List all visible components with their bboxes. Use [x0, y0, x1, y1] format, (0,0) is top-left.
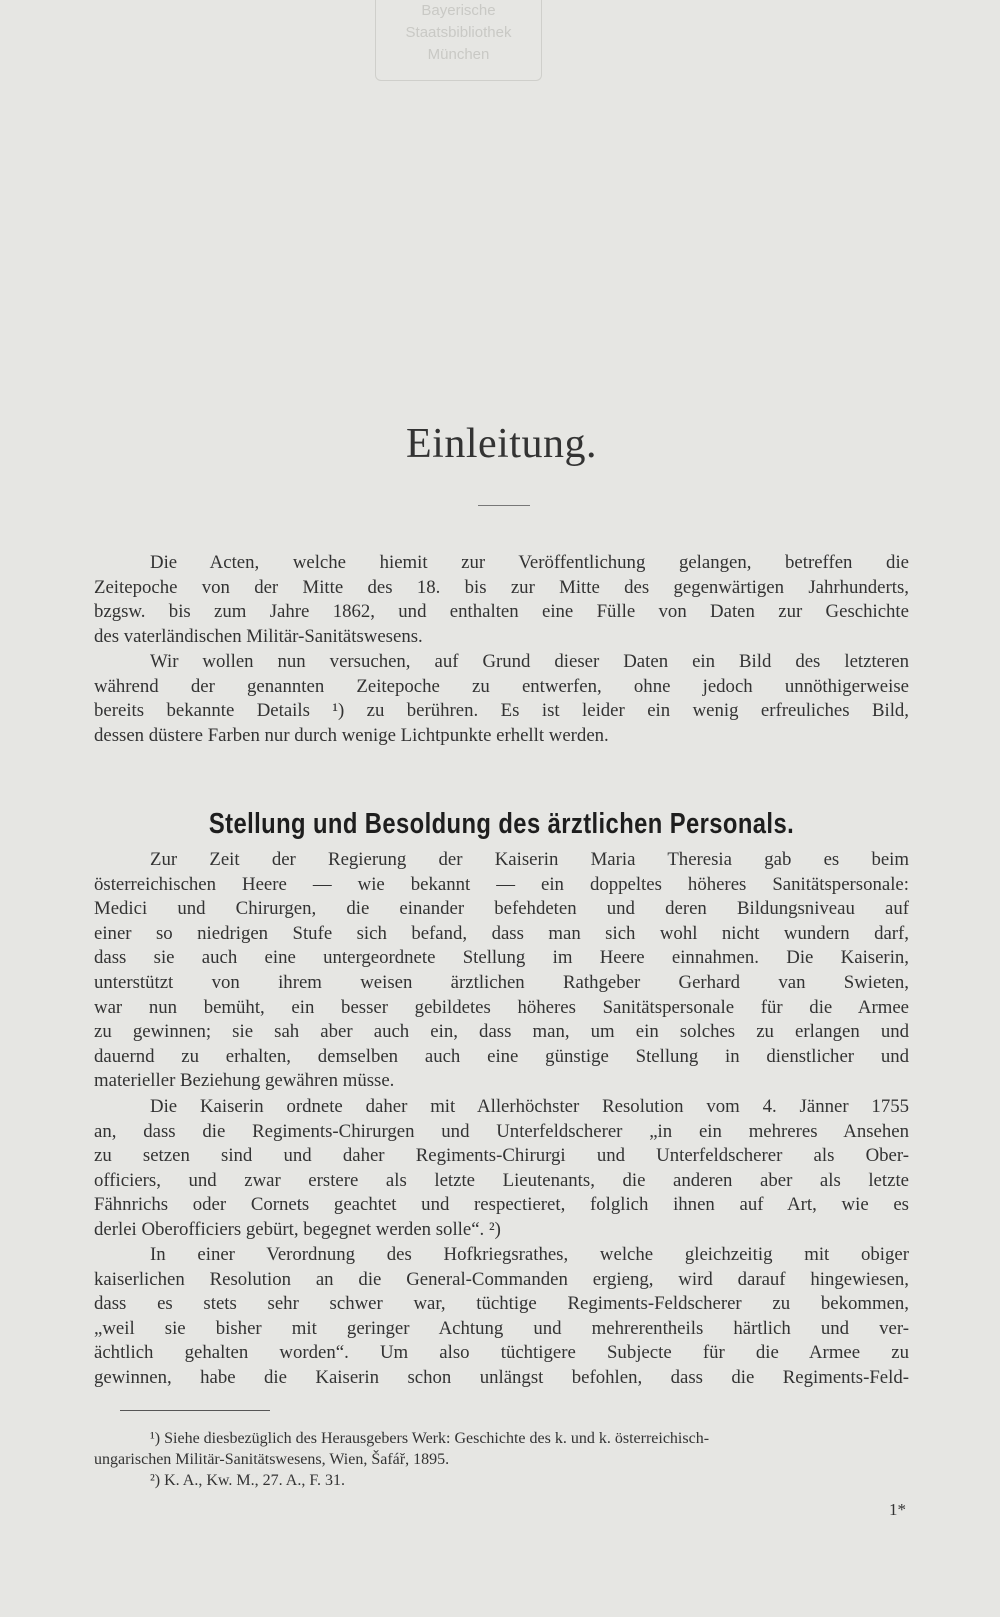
- footnote-divider: [120, 1410, 270, 1411]
- body-paragraph-2: [94, 1095, 909, 1243]
- footnotes: [94, 1428, 909, 1491]
- intro-paragraph-1: [94, 551, 909, 649]
- text-line: derlei Oberofficiers gebürt, begegnet werden solle“. ²): [94, 1218, 501, 1240]
- text-line: Zeitepoche von der Mitte des 18. bis zur Mitte des gegenwärtigen Jahrhunderts,: [94, 576, 909, 598]
- footnote-2: ²) K. A., Kw. M., 27. A., F. 31.: [150, 1472, 345, 1489]
- text-line: zu gewinnen; sie sah aber auch ein, dass man, um ein solches zu erlangen und: [94, 1021, 909, 1043]
- text-line: officiers, und zwar erstere als letzte Lieutenants, die anderen aber als letzte: [94, 1169, 909, 1191]
- stamp-line: Staatsbibliothek: [405, 24, 512, 41]
- text-line: Medici und Chirurgen, die einander befehdeten und deren Bildungsniveau auf: [94, 898, 909, 920]
- text-line: In einer Verordnung des Hofkriegsrathes, welche gleichzeitig mit obiger: [150, 1244, 909, 1265]
- title-divider: [478, 505, 530, 506]
- text-line: dessen düstere Farben nur durch wenige Lichtpunkte erhellt werden.: [94, 724, 609, 746]
- text-line: materieller Beziehung gewähren müsse.: [94, 1070, 395, 1092]
- text-line: Wir wollen nun versuchen, auf Grund dieser Daten ein Bild des letzteren: [150, 651, 909, 672]
- text-line: einer so niedrigen Stufe sich befand, dass man sich wohl nicht wundern darf,: [94, 922, 909, 944]
- stamp-line: Bayerische: [421, 2, 496, 19]
- footnote-1: ¹) Siehe diesbezüglich des Herausgebers Werk: Geschichte des k. und k. österreichisch-: [150, 1430, 710, 1447]
- text-line: war nun bemüht, ein besser gebildetes höheres Sanitätspersonale für die Armee: [94, 996, 909, 1018]
- library-stamp: [375, 0, 542, 81]
- text-line: des vaterländischen Militär-Sanitätswesens.: [94, 625, 423, 647]
- page-number: 1*: [889, 1500, 906, 1519]
- text-line: Die Acten, welche hiemit zur Veröffentlichung gelangen, betreffen die: [150, 552, 909, 573]
- text-line: unterstützt von ihrem weisen ärztlichen Rathgeber Gerhard van Swieten,: [94, 971, 909, 993]
- section-heading: Stellung und Besoldung des ärztlichen Personals.: [208, 808, 795, 840]
- body-paragraph-1: [94, 848, 909, 1094]
- text-line: ächtlich gehalten worden“. Um also tüchtigere Subjecte für die Armee zu: [94, 1342, 909, 1364]
- text-line: an, dass die Regiments-Chirurgen und Unterfeldscherer „in ein mehreres Ansehen: [94, 1120, 909, 1142]
- text-line: dass es stets sehr schwer war, tüchtige Regiments-Feldscherer zu bekommen,: [94, 1293, 909, 1315]
- text-line: bereits bekannte Details ¹) zu berühren. Es ist leider ein wenig erfreuliches Bild,: [94, 700, 909, 722]
- text-line: zu setzen sind und daher Regiments-Chirurgi und Unterfeldscherer als Ober-: [94, 1145, 909, 1167]
- text-line: bzgsw. bis zum Jahre 1862, und enthalten eine Fülle von Daten zur Geschichte: [94, 601, 909, 623]
- text-line: österreichischen Heere — wie bekannt — ein doppeltes höheres Sanitätspersonale:: [94, 873, 909, 895]
- text-line: Die Kaiserin ordnete daher mit Allerhöchster Resolution vom 4. Jänner 1755: [150, 1096, 909, 1117]
- text-line: kaiserlichen Resolution an die General-Commanden ergieng, wird darauf hingewiesen,: [94, 1268, 909, 1290]
- text-line: gewinnen, habe die Kaiserin schon unlängst befohlen, dass die Regiments-Feld-: [94, 1366, 909, 1388]
- text-line: „weil sie bisher mit geringer Achtung und mehrerentheils härtlich und ver-: [94, 1317, 909, 1339]
- text-line: Zur Zeit der Regierung der Kaiserin Maria Theresia gab es beim: [150, 849, 909, 870]
- body-paragraph-3: [94, 1243, 909, 1391]
- intro-paragraph-2: [94, 650, 909, 748]
- footnote-1-continued: ungarischen Militär-Sanitätswesens, Wien, Šafář, 1895.: [94, 1451, 450, 1468]
- text-line: Fähnrichs oder Cornets geachtet und respectieret, folglich ihnen auf Art, wie es: [94, 1194, 909, 1216]
- text-line: dauernd zu erhalten, demselben auch eine günstige Stellung in dienstlicher und: [94, 1045, 909, 1067]
- text-line: dass sie auch eine untergeordnete Stellung im Heere einnahmen. Die Kaiserin,: [94, 947, 909, 969]
- page-title: Einleitung.: [406, 421, 597, 467]
- text-line: während der genannten Zeitepoche zu entwerfen, ohne jedoch unnöthigerweise: [94, 675, 909, 697]
- stamp-line: München: [427, 46, 490, 63]
